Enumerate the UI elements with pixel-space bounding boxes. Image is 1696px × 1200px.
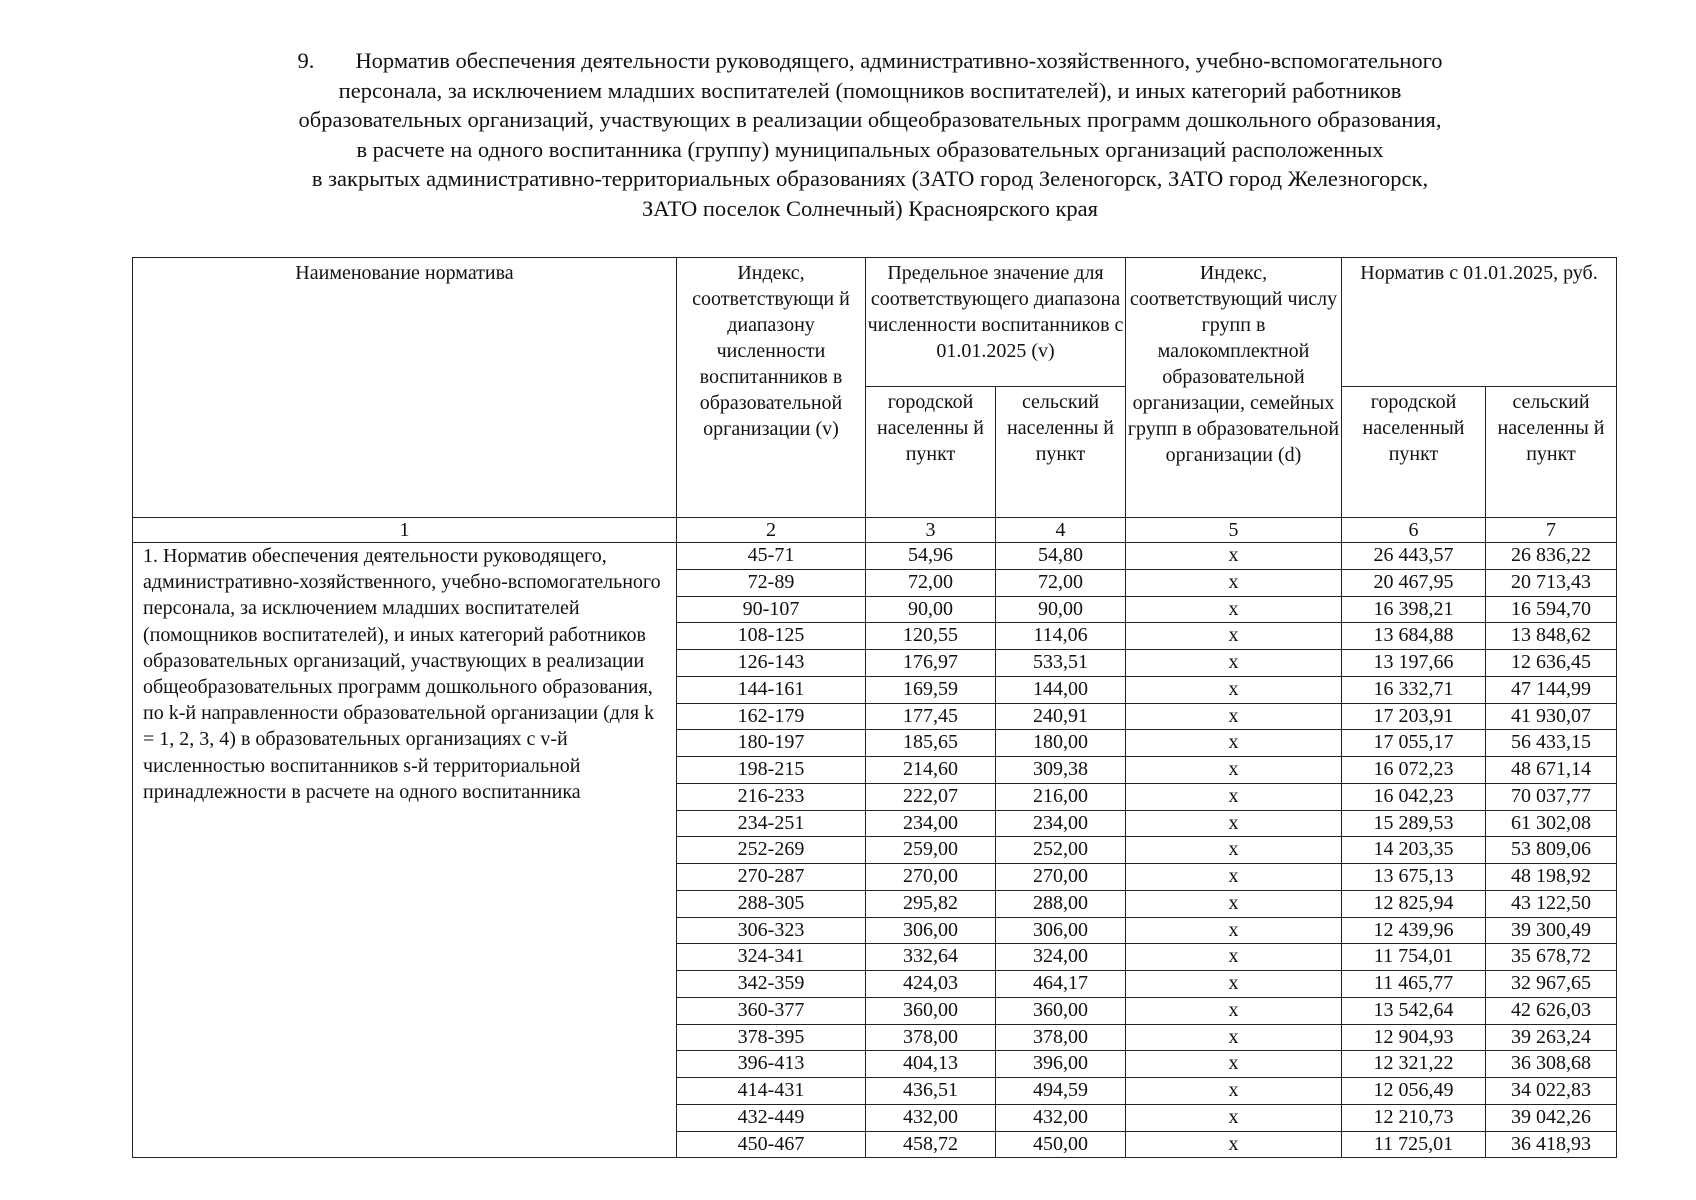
index-d-cell: x (1126, 757, 1342, 784)
limit-rural-cell: 54,80 (996, 543, 1126, 570)
index-v-cell: 72-89 (677, 569, 866, 596)
limit-urban-cell: 270,00 (866, 864, 996, 891)
norm-rural-cell: 43 122,50 (1486, 890, 1617, 917)
norm-urban-cell: 12 210,73 (1342, 1104, 1486, 1131)
index-d-cell: x (1126, 1051, 1342, 1078)
limit-urban-cell: 378,00 (866, 1024, 996, 1051)
norm-rural-cell: 36 308,68 (1486, 1051, 1617, 1078)
column-number: 5 (1126, 518, 1342, 543)
table-row (133, 543, 1617, 570)
norm-urban-cell: 12 904,93 (1342, 1024, 1486, 1051)
index-v-cell: 234-251 (677, 810, 866, 837)
norm-table (132, 257, 1617, 1158)
column-number: 2 (677, 518, 866, 543)
limit-rural-cell: 252,00 (996, 837, 1126, 864)
norm-rural-cell: 26 836,22 (1486, 543, 1617, 570)
norm-urban-cell: 11 754,01 (1342, 944, 1486, 971)
limit-urban-cell: 120,55 (866, 623, 996, 650)
norm-rural-cell: 56 433,15 (1486, 730, 1617, 757)
index-d-cell: x (1126, 864, 1342, 891)
index-v-cell: 378-395 (677, 1024, 866, 1051)
index-v-cell: 324-341 (677, 944, 866, 971)
limit-urban-cell: 234,00 (866, 810, 996, 837)
limit-rural-cell: 144,00 (996, 676, 1126, 703)
index-d-cell: x (1126, 730, 1342, 757)
norm-rural-cell: 36 418,93 (1486, 1131, 1617, 1158)
limit-rural-cell: 270,00 (996, 864, 1126, 891)
header-limit: Предельное значение для соответствующего диапазона численности воспитанников с 01.01.2025 (v) (866, 258, 1126, 387)
limit-urban-cell: 259,00 (866, 837, 996, 864)
norm-rural-cell: 53 809,06 (1486, 837, 1617, 864)
index-d-cell: x (1126, 997, 1342, 1024)
index-d-cell: x (1126, 917, 1342, 944)
index-v-cell: 144-161 (677, 676, 866, 703)
header-index-d: Индекс, соответствующий числу групп в малокомплектной образовательной организации, семейных групп в образовательной организации (d) (1126, 258, 1342, 518)
column-number: 7 (1486, 518, 1617, 543)
limit-rural-cell: 240,91 (996, 703, 1126, 730)
limit-rural-cell: 306,00 (996, 917, 1126, 944)
title-line: образовательных организаций, участвующих в реализации общеобразовательных программ дошкольного образования, (298, 107, 1442, 133)
header-name: Наименование норматива (133, 258, 677, 518)
limit-urban-cell: 90,00 (866, 596, 996, 623)
limit-urban-cell: 306,00 (866, 917, 996, 944)
norm-rural-cell: 32 967,65 (1486, 971, 1617, 998)
index-d-cell: x (1126, 569, 1342, 596)
index-d-cell: x (1126, 596, 1342, 623)
limit-rural-cell: 464,17 (996, 971, 1126, 998)
header-norm-rural: сельский населенны й пункт (1486, 387, 1617, 518)
norm-rural-cell: 39 300,49 (1486, 917, 1617, 944)
norm-urban-cell: 26 443,57 (1342, 543, 1486, 570)
limit-rural-cell: 533,51 (996, 650, 1126, 677)
index-v-cell: 342-359 (677, 971, 866, 998)
index-v-cell: 90-107 (677, 596, 866, 623)
norm-urban-cell: 12 825,94 (1342, 890, 1486, 917)
norm-urban-cell: 14 203,35 (1342, 837, 1486, 864)
index-v-cell: 126-143 (677, 650, 866, 677)
index-v-cell: 45-71 (677, 543, 866, 570)
index-v-cell: 252-269 (677, 837, 866, 864)
title-line: в закрытых административно-территориальных образованиях (ЗАТО город Зеленогорск, ЗАТО город Железногорск, (311, 166, 1429, 192)
limit-rural-cell: 90,00 (996, 596, 1126, 623)
index-d-cell: x (1126, 1104, 1342, 1131)
limit-urban-cell: 54,96 (866, 543, 996, 570)
limit-rural-cell: 494,59 (996, 1078, 1126, 1105)
limit-rural-cell: 180,00 (996, 730, 1126, 757)
index-v-cell: 306-323 (677, 917, 866, 944)
index-v-cell: 432-449 (677, 1104, 866, 1131)
limit-urban-cell: 424,03 (866, 971, 996, 998)
norm-urban-cell: 16 332,71 (1342, 676, 1486, 703)
index-v-cell: 450-467 (677, 1131, 866, 1158)
norm-urban-cell: 20 467,95 (1342, 569, 1486, 596)
norm-rural-cell: 41 930,07 (1486, 703, 1617, 730)
index-d-cell: x (1126, 810, 1342, 837)
document-title (160, 46, 1580, 224)
limit-urban-cell: 214,60 (866, 757, 996, 784)
norm-rural-cell: 34 022,83 (1486, 1078, 1617, 1105)
header-limit-urban: городской населенны й пункт (866, 387, 996, 518)
norm-urban-cell: 13 197,66 (1342, 650, 1486, 677)
title-line: персонала, за исключением младших воспитателей (помощников воспитателей), и иных категорий работников (338, 77, 1402, 103)
index-d-cell: x (1126, 1078, 1342, 1105)
index-v-cell: 414-431 (677, 1078, 866, 1105)
index-d-cell: x (1126, 1131, 1342, 1158)
norm-rural-cell: 61 302,08 (1486, 810, 1617, 837)
norm-rural-cell: 35 678,72 (1486, 944, 1617, 971)
limit-rural-cell: 324,00 (996, 944, 1126, 971)
index-v-cell: 360-377 (677, 997, 866, 1024)
limit-urban-cell: 177,45 (866, 703, 996, 730)
limit-rural-cell: 378,00 (996, 1024, 1126, 1051)
index-v-cell: 198-215 (677, 757, 866, 784)
norm-rural-cell: 39 042,26 (1486, 1104, 1617, 1131)
index-d-cell: x (1126, 650, 1342, 677)
index-d-cell: x (1126, 890, 1342, 917)
index-v-cell: 162-179 (677, 703, 866, 730)
norm-urban-cell: 16 398,21 (1342, 596, 1486, 623)
index-v-cell: 396-413 (677, 1051, 866, 1078)
limit-rural-cell: 72,00 (996, 569, 1126, 596)
limit-rural-cell: 450,00 (996, 1131, 1126, 1158)
limit-urban-cell: 458,72 (866, 1131, 996, 1158)
limit-urban-cell: 176,97 (866, 650, 996, 677)
index-v-cell: 180-197 (677, 730, 866, 757)
norm-rural-cell: 48 198,92 (1486, 864, 1617, 891)
limit-rural-cell: 288,00 (996, 890, 1126, 917)
limit-urban-cell: 295,82 (866, 890, 996, 917)
limit-rural-cell: 432,00 (996, 1104, 1126, 1131)
norm-urban-cell: 16 042,23 (1342, 783, 1486, 810)
limit-rural-cell: 396,00 (996, 1051, 1126, 1078)
norm-urban-cell: 11 465,77 (1342, 971, 1486, 998)
title-line: ЗАТО поселок Солнечный) Красноярского края (641, 195, 1099, 221)
norm-rural-cell: 12 636,45 (1486, 650, 1617, 677)
limit-urban-cell: 169,59 (866, 676, 996, 703)
title-line-text: Норматив обеспечения деятельности руководящего, административно-хозяйственного, учебно-вспомогательного (355, 48, 1443, 73)
norm-rural-cell: 13 848,62 (1486, 623, 1617, 650)
column-number: 1 (133, 518, 677, 543)
title-number: 9. (297, 48, 315, 73)
norm-urban-cell: 17 055,17 (1342, 730, 1486, 757)
index-d-cell: x (1126, 1024, 1342, 1051)
index-d-cell: x (1126, 783, 1342, 810)
index-d-cell: x (1126, 543, 1342, 570)
norm-urban-cell: 13 684,88 (1342, 623, 1486, 650)
norm-urban-cell: 17 203,91 (1342, 703, 1486, 730)
norm-rural-cell: 42 626,03 (1486, 997, 1617, 1024)
norm-urban-cell: 16 072,23 (1342, 757, 1486, 784)
norm-rural-cell: 20 713,43 (1486, 569, 1617, 596)
index-v-cell: 288-305 (677, 890, 866, 917)
index-v-cell: 108-125 (677, 623, 866, 650)
norm-name-cell: 1. Норматив обеспечения деятельности руководящего, административно-хозяйственного, учебно-вспомогательного персонала, за исключением младших воспитателей (помощников воспитателей), и иных категорий работников образовательных организаций, участвующих в реализации общеобразовательных программ дошкольного образования, по k-й направленности образовательной организации (для k = 1, 2, 3, 4) в образовательных организациях с v-й численностью воспитанников s-й территориальной принадлежности в расчете на одного воспитанника (133, 543, 677, 1158)
limit-urban-cell: 404,13 (866, 1051, 996, 1078)
index-v-cell: 216-233 (677, 783, 866, 810)
index-d-cell: x (1126, 971, 1342, 998)
limit-rural-cell: 216,00 (996, 783, 1126, 810)
limit-urban-cell: 185,65 (866, 730, 996, 757)
header-norm-urban: городской населенный пункт (1342, 387, 1486, 518)
limit-urban-cell: 72,00 (866, 569, 996, 596)
limit-rural-cell: 360,00 (996, 997, 1126, 1024)
index-d-cell: x (1126, 837, 1342, 864)
title-line: в расчете на одного воспитанника (группу) муниципальных образовательных организаций расположенных (356, 136, 1384, 162)
title-line (160, 46, 1580, 76)
norm-urban-cell: 12 439,96 (1342, 917, 1486, 944)
index-d-cell: x (1126, 623, 1342, 650)
header-norm: Норматив с 01.01.2025, руб. (1342, 258, 1617, 387)
column-number: 4 (996, 518, 1126, 543)
norm-rural-cell: 16 594,70 (1486, 596, 1617, 623)
column-number-row (133, 518, 1617, 543)
column-number: 6 (1342, 518, 1486, 543)
norm-urban-cell: 11 725,01 (1342, 1131, 1486, 1158)
limit-urban-cell: 432,00 (866, 1104, 996, 1131)
limit-urban-cell: 360,00 (866, 997, 996, 1024)
index-d-cell: x (1126, 676, 1342, 703)
norm-rural-cell: 39 263,24 (1486, 1024, 1617, 1051)
limit-rural-cell: 114,06 (996, 623, 1126, 650)
norm-urban-cell: 12 056,49 (1342, 1078, 1486, 1105)
limit-urban-cell: 222,07 (866, 783, 996, 810)
norm-urban-cell: 13 675,13 (1342, 864, 1486, 891)
norm-urban-cell: 15 289,53 (1342, 810, 1486, 837)
header-index-v: Индекс, соответствующи й диапазону численности воспитанников в образовательной организации (v) (677, 258, 866, 518)
norm-rural-cell: 48 671,14 (1486, 757, 1617, 784)
index-v-cell: 270-287 (677, 864, 866, 891)
norm-rural-cell: 70 037,77 (1486, 783, 1617, 810)
index-d-cell: x (1126, 944, 1342, 971)
norm-rural-cell: 47 144,99 (1486, 676, 1617, 703)
index-d-cell: x (1126, 703, 1342, 730)
limit-urban-cell: 332,64 (866, 944, 996, 971)
norm-urban-cell: 13 542,64 (1342, 997, 1486, 1024)
header-limit-rural: сельский населенны й пункт (996, 387, 1126, 518)
limit-rural-cell: 234,00 (996, 810, 1126, 837)
norm-urban-cell: 12 321,22 (1342, 1051, 1486, 1078)
limit-rural-cell: 309,38 (996, 757, 1126, 784)
column-number: 3 (866, 518, 996, 543)
limit-urban-cell: 436,51 (866, 1078, 996, 1105)
